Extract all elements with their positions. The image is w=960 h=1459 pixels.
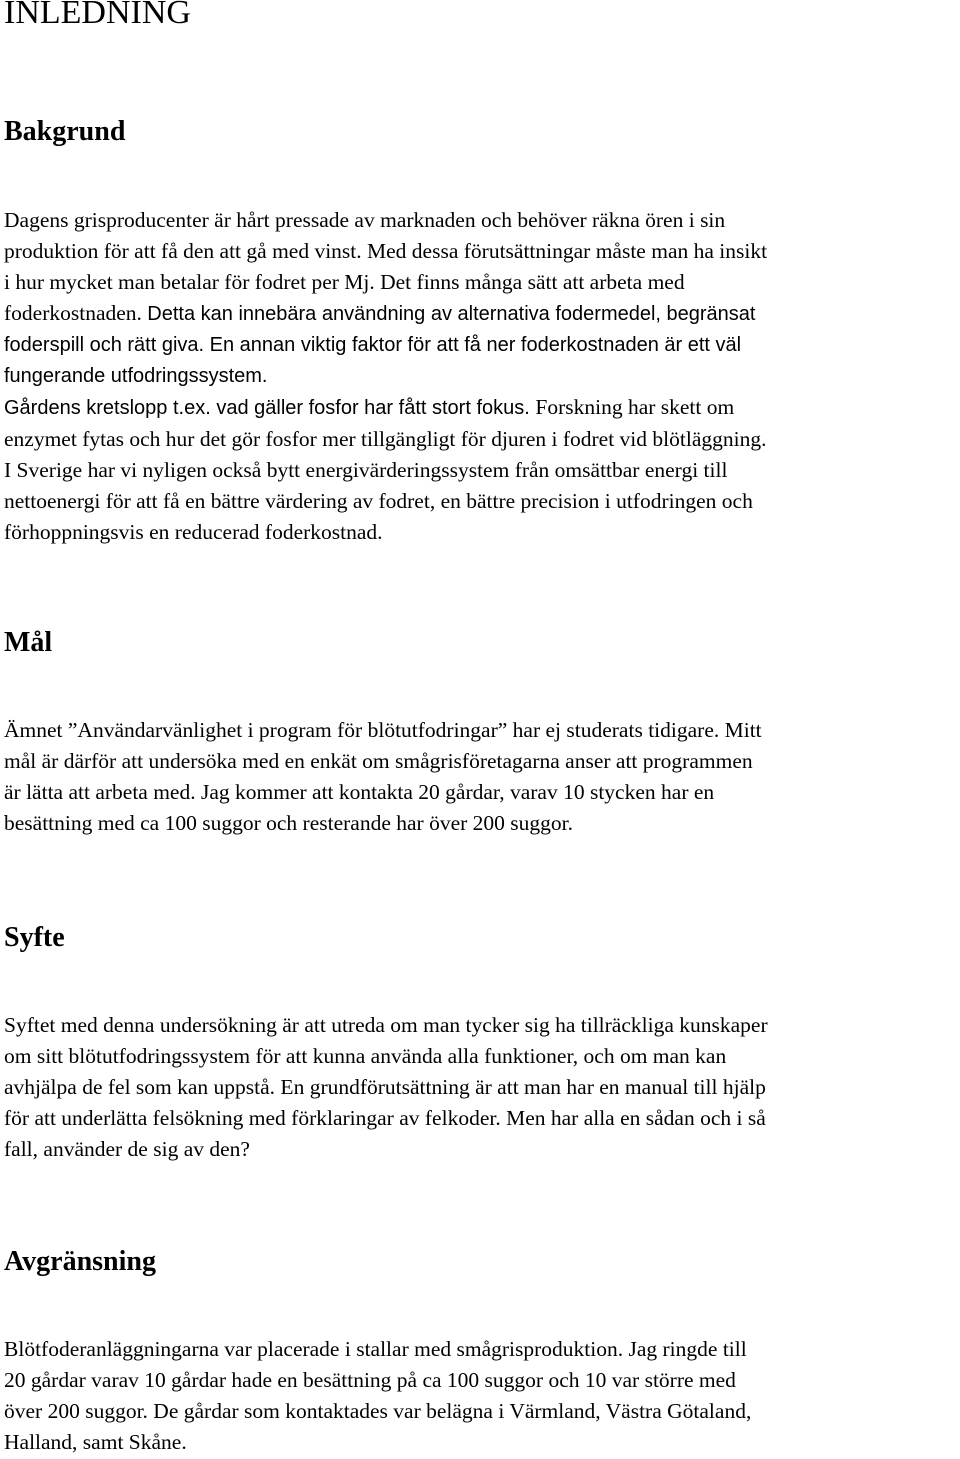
text-line: Ämnet ”Användarvänlighet i program för blötutfodringar” har ej studerats tidigare. Mitt bbox=[4, 718, 762, 742]
heading-avgransning: Avgränsning bbox=[4, 1246, 156, 1277]
text-line: förhoppningsvis en reducerad foderkostnad. bbox=[4, 520, 383, 544]
paragraph-bakgrund bbox=[4, 205, 956, 548]
text-line: fungerande utfodringssystem. bbox=[4, 365, 268, 387]
text-line: besättning med ca 100 suggor och resterande har över 200 suggor. bbox=[4, 811, 573, 835]
text-line: nettoenergi för att få en bättre värdering av fodret, en bättre precision i utfodringen och bbox=[4, 489, 753, 513]
text-line: fall, använder de sig av den? bbox=[4, 1137, 250, 1161]
text-line bbox=[4, 392, 956, 424]
text-span: foderspill och rätt giva. bbox=[4, 334, 210, 356]
text-line bbox=[4, 330, 956, 361]
text-line: produktion för att få den att gå med vinst. Med dessa förutsättningar måste man ha insikt bbox=[4, 239, 768, 263]
text-line: om sitt blötutfodringssystem för att kunna använda alla funktioner, och om man kan bbox=[4, 1044, 727, 1068]
text-line: över 200 suggor. De gårdar som kontaktades var belägna i Värmland, Västra Götaland, bbox=[4, 1399, 752, 1423]
text-line: avhjälpa de fel som kan uppstå. En grundförutsättning är att man har en manual till hjälp bbox=[4, 1075, 766, 1099]
text-span: Detta kan innebära användning av alternativa fodermedel, begränsat bbox=[147, 303, 756, 325]
heading-mal: Mål bbox=[4, 627, 53, 658]
heading-syfte: Syfte bbox=[4, 922, 65, 953]
text-span: En annan viktig faktor för att få ner foderkostnaden är ett väl bbox=[209, 334, 742, 356]
text-line: Blötfoderanläggningarna var placerade i stallar med smågrisproduktion. Jag ringde till bbox=[4, 1337, 747, 1361]
text-line: i hur mycket man betalar för fodret per Mj. Det finns många sätt att arbeta med bbox=[4, 270, 685, 294]
text-line: I Sverige har vi nyligen också bytt energivärderingssystem från omsättbar energi till bbox=[4, 458, 728, 482]
text-line: för att underlätta felsökning med förklaringar av felkoder. Men har alla en sådan och i så bbox=[4, 1106, 766, 1130]
heading-bakgrund: Bakgrund bbox=[4, 116, 126, 147]
paragraph-avgransning bbox=[4, 1334, 956, 1458]
text-span: foderkostnaden. bbox=[4, 301, 148, 325]
text-line: Dagens grisproducenter är hårt pressade av marknaden och behöver räkna ören i sin bbox=[4, 208, 726, 232]
text-span: Forskning har skett om bbox=[535, 395, 735, 419]
text-line: 20 gårdar varav 10 gårdar hade en besättning på ca 100 suggor och 10 var större med bbox=[4, 1368, 736, 1392]
text-line: mål är därför att undersöka med en enkät om smågrisföretagarna anser att programmen bbox=[4, 749, 753, 773]
paragraph-syfte bbox=[4, 1010, 956, 1165]
text-span: Gårdens kretslopp t.ex. vad gäller fosfor har fått stort fokus. bbox=[4, 397, 536, 419]
text-line: Halland, samt Skåne. bbox=[4, 1430, 187, 1454]
text-line bbox=[4, 298, 956, 330]
text-line: är lätta att arbeta med. Jag kommer att kontakta 20 gårdar, varav 10 stycken har en bbox=[4, 780, 715, 804]
text-line: Syftet med denna undersökning är att utreda om man tycker sig ha tillräckliga kunskaper bbox=[4, 1013, 768, 1037]
paragraph-mal bbox=[4, 715, 956, 839]
text-line: enzymet fytas och hur det gör fosfor mer tillgängligt för djuren i fodret vid blötläggning. bbox=[4, 427, 767, 451]
page-title: INLEDNING bbox=[4, 0, 191, 31]
